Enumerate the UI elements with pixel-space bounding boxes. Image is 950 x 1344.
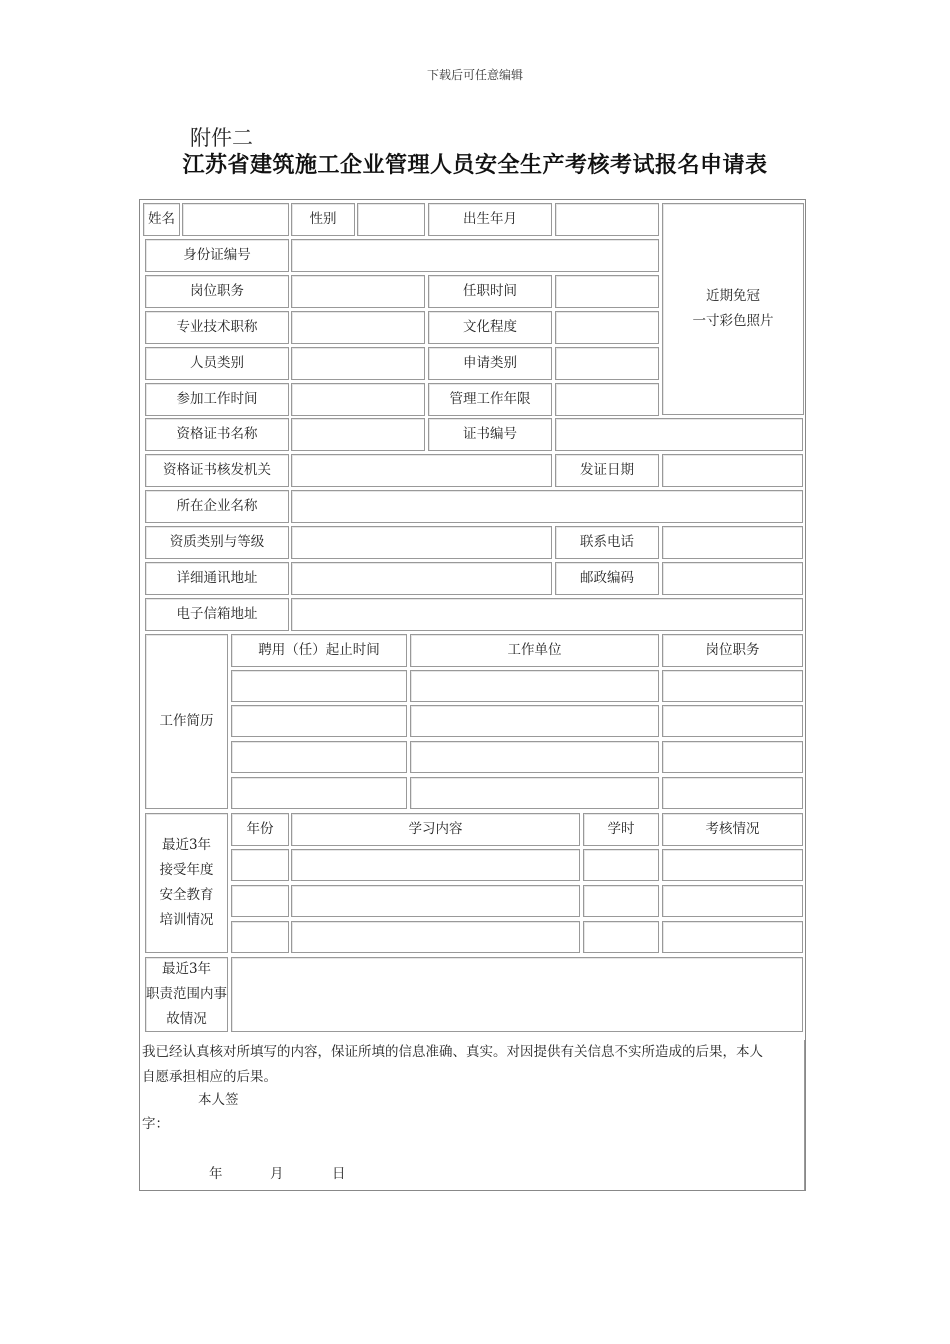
training-assessment-header: 考核情况	[662, 813, 803, 846]
training-content-cell[interactable]	[291, 849, 580, 881]
signature-label-cont[interactable]: 字：	[142, 1116, 169, 1132]
work-history-period-cell[interactable]	[231, 777, 407, 809]
staff-type-label: 人员类别	[145, 347, 289, 380]
accidents-label-line: 故情况	[166, 1011, 207, 1027]
email-label: 电子信箱地址	[145, 598, 289, 631]
work-history-unit-header: 工作单位	[410, 634, 659, 667]
address-input[interactable]	[291, 562, 552, 595]
apply-type-input[interactable]	[555, 347, 659, 380]
work-history-unit-cell[interactable]	[410, 777, 659, 809]
postcode-label: 邮政编码	[555, 562, 659, 595]
training-assessment-cell[interactable]	[662, 885, 803, 917]
declaration-block	[142, 1036, 806, 1190]
work-start-input[interactable]	[291, 383, 425, 416]
declaration-line-2: 自愿承担相应的后果。	[142, 1069, 277, 1085]
training-content-cell[interactable]	[291, 921, 580, 953]
birth-label: 出生年月	[428, 203, 552, 236]
training-hours-cell[interactable]	[583, 921, 659, 953]
attachment-label: 附件二	[190, 126, 253, 150]
qualification-label: 资质类别与等级	[145, 526, 289, 559]
training-assessment-cell[interactable]	[662, 921, 803, 953]
signature-label: 本人签	[198, 1092, 239, 1108]
work-history-position-cell[interactable]	[662, 670, 803, 702]
cert-no-input[interactable]	[555, 418, 803, 451]
tech-title-input[interactable]	[291, 311, 425, 344]
id-number-label: 身份证编号	[145, 239, 289, 272]
photo-box[interactable]	[662, 203, 804, 415]
cert-no-label: 证书编号	[428, 418, 552, 451]
training-year-cell[interactable]	[231, 885, 289, 917]
training-content-header: 学习内容	[291, 813, 580, 846]
cert-name-input[interactable]	[291, 418, 425, 451]
training-label-line: 安全教育	[159, 887, 214, 903]
qualification-input[interactable]	[291, 526, 552, 559]
work-history-period-cell[interactable]	[231, 741, 407, 773]
phone-input[interactable]	[662, 526, 803, 559]
position-input[interactable]	[291, 275, 425, 308]
name-label: 姓名	[143, 203, 180, 236]
gender-input[interactable]	[357, 203, 425, 236]
declaration-divider	[804, 1040, 805, 1190]
declaration-line-1: 我已经认真核对所填写的内容，保证所填的信息准确、真实。对因提供有关信息不实所造成的后果，本人	[142, 1044, 763, 1060]
birth-input[interactable]	[555, 203, 659, 236]
phone-label: 联系电话	[555, 526, 659, 559]
training-year-header: 年份	[231, 813, 289, 846]
training-assessment-cell[interactable]	[662, 849, 803, 881]
issue-date-label: 发证日期	[555, 454, 659, 487]
training-year-cell[interactable]	[231, 921, 289, 953]
appoint-time-label: 任职时间	[428, 275, 552, 308]
apply-type-label: 申请类别	[428, 347, 552, 380]
form-title: 江苏省建筑施工企业管理人员安全生产考核考试报名申请表	[182, 153, 768, 178]
cert-authority-label: 资格证书核发机关	[145, 454, 289, 487]
id-number-input[interactable]	[291, 239, 659, 272]
accidents-label	[145, 957, 228, 1032]
mgmt-years-label: 管理工作年限	[428, 383, 552, 416]
header-note: 下载后可任意编辑	[426, 68, 523, 82]
work-start-label: 参加工作时间	[145, 383, 289, 416]
work-history-unit-cell[interactable]	[410, 705, 659, 737]
appoint-time-input[interactable]	[555, 275, 659, 308]
work-history-period-header: 聘用（任）起止时间	[231, 634, 407, 667]
email-input[interactable]	[291, 598, 803, 631]
accidents-label-line: 最近3年	[161, 961, 212, 977]
photo-line-1: 近期免冠	[706, 288, 760, 304]
training-label-line: 培训情况	[159, 912, 214, 928]
work-history-period-cell[interactable]	[231, 705, 407, 737]
training-label	[145, 813, 228, 953]
training-hours-header: 学时	[583, 813, 659, 846]
date-day-label: 日	[332, 1166, 346, 1182]
accidents-label-line: 职责范围内事	[146, 986, 227, 1002]
training-hours-cell[interactable]	[583, 849, 659, 881]
name-input[interactable]	[182, 203, 289, 236]
issue-date-input[interactable]	[662, 454, 803, 487]
cert-authority-input[interactable]	[291, 454, 552, 487]
accidents-input[interactable]	[231, 957, 803, 1032]
staff-type-input[interactable]	[291, 347, 425, 380]
training-label-line: 接受年度	[159, 862, 214, 878]
work-history-position-cell[interactable]	[662, 777, 803, 809]
date-month-label: 月	[270, 1166, 284, 1182]
work-history-period-cell[interactable]	[231, 670, 407, 702]
work-history-unit-cell[interactable]	[410, 741, 659, 773]
training-label-line: 最近3年	[161, 837, 212, 853]
work-history-position-cell[interactable]	[662, 705, 803, 737]
position-label: 岗位职务	[145, 275, 289, 308]
mgmt-years-input[interactable]	[555, 383, 659, 416]
tech-title-label: 专业技术职称	[145, 311, 289, 344]
work-history-position-header: 岗位职务	[662, 634, 803, 667]
work-history-position-cell[interactable]	[662, 741, 803, 773]
postcode-input[interactable]	[662, 562, 803, 595]
education-input[interactable]	[555, 311, 659, 344]
training-year-cell[interactable]	[231, 849, 289, 881]
work-history-label: 工作简历	[145, 634, 228, 809]
date-year-label: 年	[209, 1166, 223, 1182]
gender-label: 性别	[291, 203, 355, 236]
address-label: 详细通讯地址	[145, 562, 289, 595]
training-hours-cell[interactable]	[583, 885, 659, 917]
cert-name-label: 资格证书名称	[145, 418, 289, 451]
company-label: 所在企业名称	[145, 490, 289, 523]
education-label: 文化程度	[428, 311, 552, 344]
company-input[interactable]	[291, 490, 803, 523]
work-history-unit-cell[interactable]	[410, 670, 659, 702]
photo-line-2: 一寸彩色照片	[692, 313, 774, 329]
training-content-cell[interactable]	[291, 885, 580, 917]
